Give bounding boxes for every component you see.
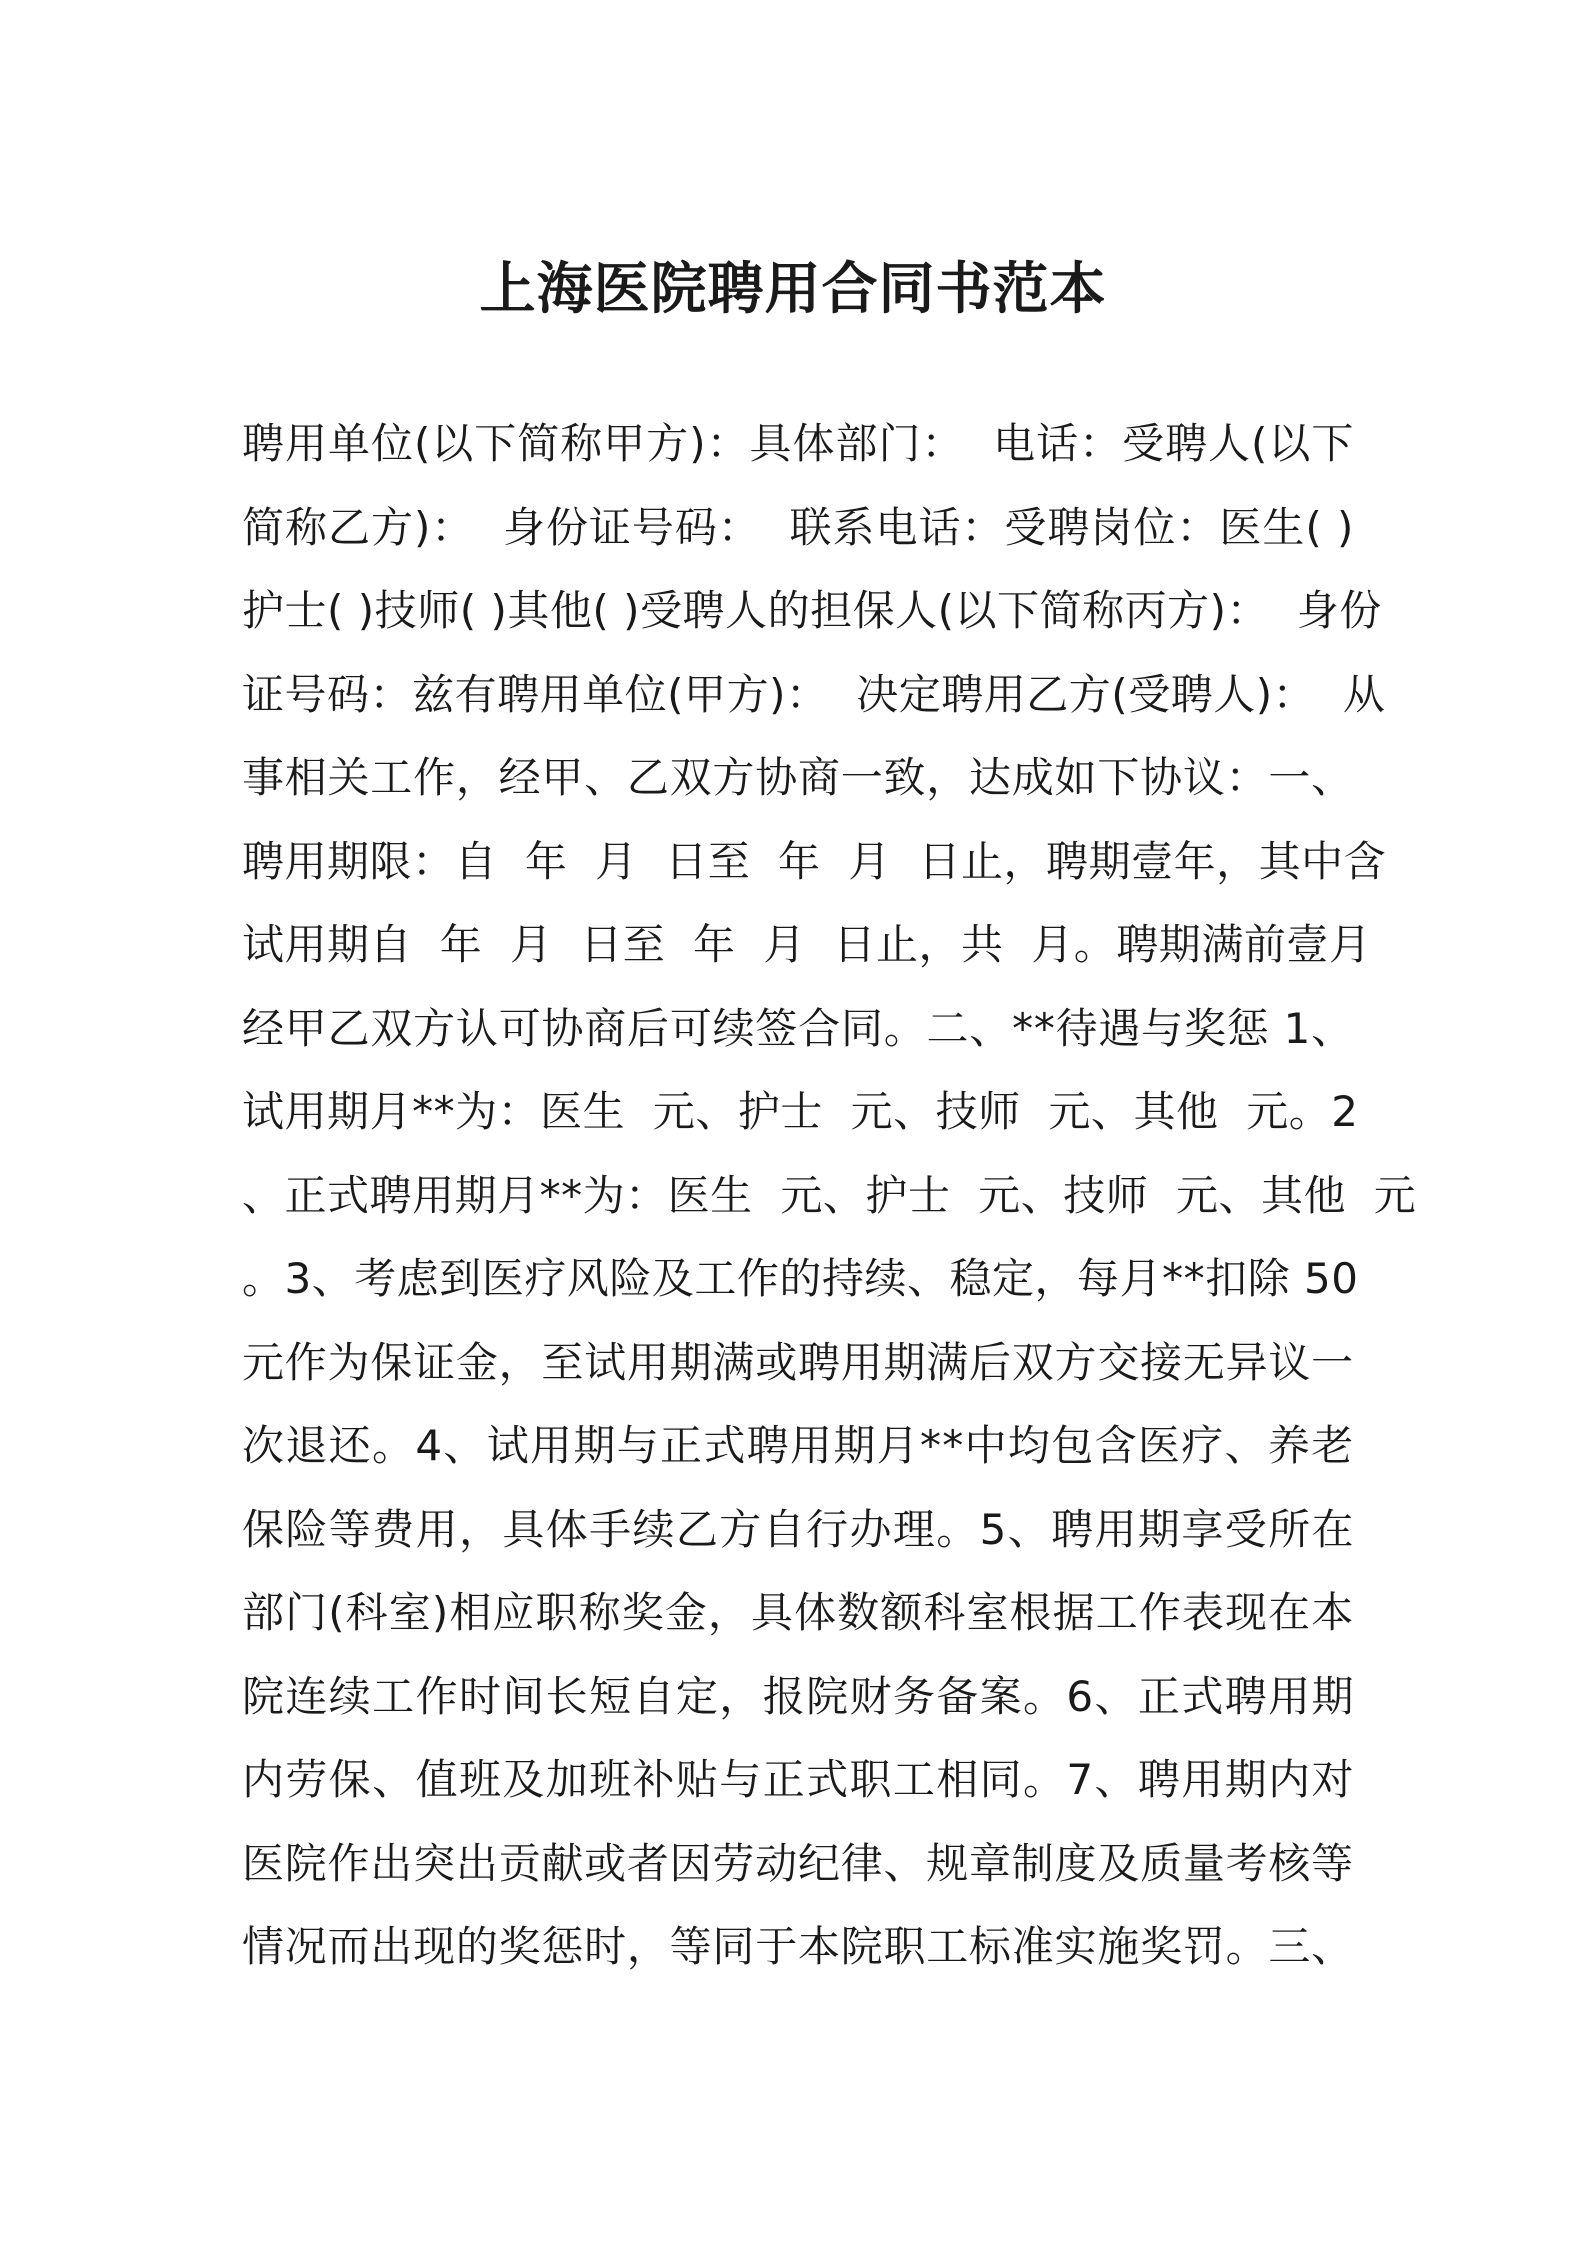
document-body xyxy=(242,402,1417,1989)
document-title: 上海医院聘用合同书范本 xyxy=(479,257,1107,322)
body-line: 内 劳 保 、 值 班 及 加 班 补 贴 与 正 式 职 工 相 同 。 7 、 聘 用 期 内 对 xyxy=(242,1755,1354,1804)
body-line: 经 甲 乙 双 方 认 可 协 商 后 可 续 签 合 同 。 二 、 * * 待 遇 与 奖 惩 1 、 xyxy=(242,1003,1354,1053)
body-line: 事 相 关 工 作 ， 经 甲 、 乙 双 方 协 商 一 致 ， 达 成 如 下 协 议 ： 一 、 xyxy=(242,753,1354,802)
body-line: 聘 用 单 位 ( 以 下 简 称 甲 方 ) ： 具 体 部 门 ： 电 话 ： 受 聘 人 ( 以 下 xyxy=(242,419,1354,468)
body-line: 情 况 而 出 现 的 奖 惩 时 ， 等 同 于 本 院 职 工 标 准 实 施 奖 罚 。 三 、 xyxy=(242,1922,1354,1971)
body-line: 院 连 续 工 作 时 间 长 短 自 定 ， 报 院 财 务 备 案 。 6 、 正 式 聘 用 期 xyxy=(242,1671,1354,1721)
body-line: 、 正 式 聘 用 期 月 * * 为 ： 医 生 元 、 护 士 元 、 技 师 元 、 其 他 元 xyxy=(242,1170,1417,1220)
body-line: 试 用 期 自 年 月 日 至 年 月 日 止 ， 共 月 。 聘 期 满 前 壹 月 xyxy=(242,920,1372,969)
body-line: 聘 用 期 限 ： 自 年 月 日 至 年 月 日 止 ， 聘 期 壹 年 ， 其 中 含 xyxy=(242,836,1387,886)
body-line: 简 称 乙 方 ) ： 身 份 证 号 码 ： 联 系 电 话 ： 受 聘 岗 位 ： 医 生 ( ) xyxy=(242,502,1354,552)
body-line: 。 3 、 考 虑 到 医 疗 风 险 及 工 作 的 持 续 、 稳 定 ， 每 月 * * 扣 除 5 0 xyxy=(242,1254,1359,1303)
body-line: 护 士 ( ) 技 师 ( ) 其 他 ( ) 受 聘 人 的 担 保 人 ( 以 下 简 称 丙 方 ) ： 身 份 xyxy=(242,586,1382,635)
body-line: 试 用 期 月 * * 为 ： 医 生 元 、 护 士 元 、 技 师 元 、 其 他 元 。 2 xyxy=(242,1087,1359,1136)
body-line: 部 门 ( 科 室 ) 相 应 职 称 奖 金 ， 具 体 数 额 科 室 根 据 工 作 表 现 在 本 xyxy=(242,1588,1354,1637)
body-line: 证 号 码 ： 兹 有 聘 用 单 位 ( 甲 方 ) ： 决 定 聘 用 乙 方 ( 受 聘 人 ) ： 从 xyxy=(242,669,1386,719)
body-line: 次 退 还 。 4 、 试 用 期 与 正 式 聘 用 期 月 * * 中 均 包 含 医 疗 、 养 老 xyxy=(242,1421,1354,1470)
body-line: 医 院 作 出 突 出 贡 献 或 者 因 劳 动 纪 律 、 规 章 制 度 及 质 量 考 核 等 xyxy=(242,1838,1354,1888)
body-line: 元 作 为 保 证 金 ， 至 试 用 期 满 或 聘 用 期 满 后 双 方 交 接 无 异 议 一 xyxy=(242,1337,1354,1387)
body-line: 保 险 等 费 用 ， 具 体 手 续 乙 方 自 行 办 理 。 5 、 聘 用 期 享 受 所 在 xyxy=(242,1504,1354,1554)
